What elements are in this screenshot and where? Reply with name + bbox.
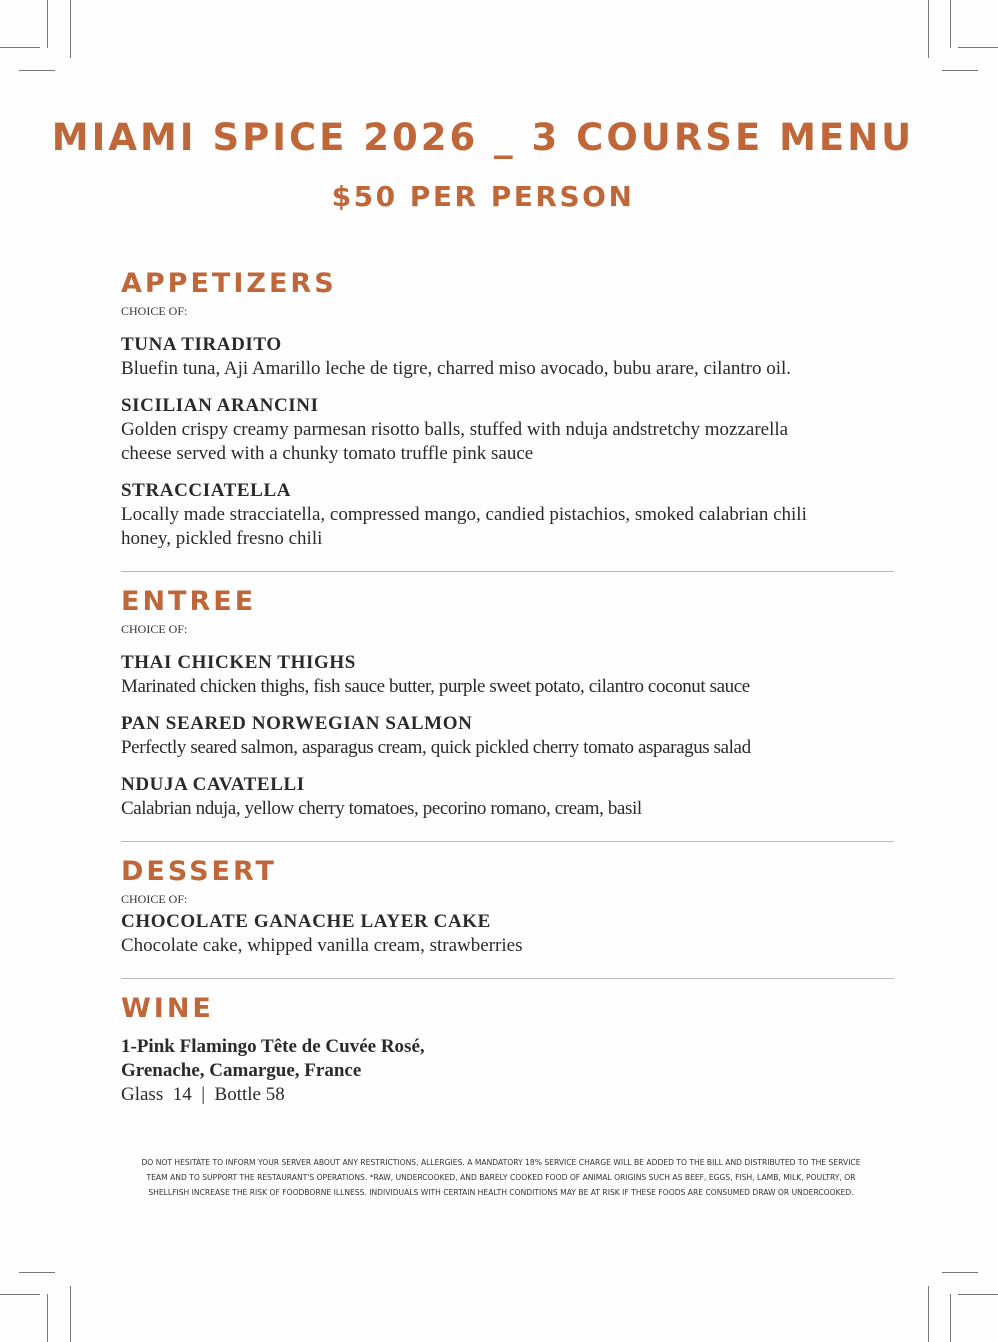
item-name: CHOCOLATE GANACHE LAYER CAKE xyxy=(121,911,491,932)
wine-section xyxy=(121,991,894,1107)
section-title-wine: WINE xyxy=(121,993,214,1024)
crop-mark xyxy=(950,0,951,48)
crop-mark xyxy=(928,0,929,58)
item-description: Bluefin tuna, Aji Amarillo leche de tigre, charred miso avocado, bubu arare, cilantro oil. xyxy=(121,358,792,379)
crop-mark xyxy=(950,1294,951,1342)
section-title-dessert: DESSERT xyxy=(121,856,277,887)
crop-mark xyxy=(70,0,71,58)
item-description: Golden crispy creamy parmesan risotto balls, stuffed with nduja andstretchy mozzarella cheese served with a chunky tomato truffle pink sauce xyxy=(121,419,789,464)
choice-label: CHOICE OF: xyxy=(121,622,188,636)
crop-mark xyxy=(958,47,998,48)
section-divider xyxy=(121,571,894,572)
item-description: Marinated chicken thighs, fish sauce butter, purple sweet potato, cilantro coconut sauce xyxy=(121,676,750,697)
crop-mark xyxy=(942,70,978,71)
item-name: NDUJA CAVATELLI xyxy=(121,774,305,795)
choice-label: CHOICE OF: xyxy=(121,892,188,906)
item-name: PAN SEARED NORWEGIAN SALMON xyxy=(121,713,473,734)
wine-name-line1: 1-Pink Flamingo Tête de Cuvée Rosé, xyxy=(121,1036,425,1057)
choice-label: CHOICE OF: xyxy=(121,304,188,318)
menu-item xyxy=(121,773,894,821)
menu-item xyxy=(121,394,894,466)
menu-content xyxy=(121,266,894,1107)
menu-item xyxy=(121,712,894,760)
section-title-appetizers: APPETIZERS xyxy=(121,268,337,299)
section-title-entree: ENTREE xyxy=(121,586,257,617)
item-name: STRACCIATELLA xyxy=(121,480,292,501)
crop-mark xyxy=(928,1286,929,1342)
item-name: TUNA TIRADITO xyxy=(121,334,282,355)
dessert-section xyxy=(121,854,894,958)
disclaimer-text: DO NOT HESITATE TO INFORM YOUR SERVER ABOUT ANY RESTRICTIONS, ALLERGIES. A MANDATORY 18% SERVICE CHARGE WILL BE ADDED TO THE BILL AND DISTRIBUTED TO THE SERVICE TEAM AND TO SUPPORT THE RESTAURANT'S OPERATIONS. *RAW, UNDERCOOKED, AND BARELY COOKED FOOD OF ANIMAL ORIGINS SUCH AS BEEF, EGGS, FISH, LAMB, MILK, POULTRY, OR SHELLFISH INCREASE THE RISK OF FOODBORNE ILLNESS. INDIVIDUALS WITH CERTAIN HEALTH CONDITIONS MAY BE AT RISK IF THESE FOODS ARE CONSUMED DRAW OR UNDERCOOKED. xyxy=(141,1158,861,1197)
wine-price: Glass 14 | Bottle 58 xyxy=(121,1084,285,1105)
menu-title: MIAMI SPICE 2026 _ 3 COURSE MENU xyxy=(51,116,915,159)
crop-mark xyxy=(70,1286,71,1342)
entree-section xyxy=(121,584,894,821)
item-name: SICILIAN ARANCINI xyxy=(121,395,319,416)
item-description: Locally made stracciatella, compressed mango, candied pistachios, smoked calabrian chili honey, pickled fresno chili xyxy=(121,504,807,549)
section-divider xyxy=(121,841,894,842)
crop-mark xyxy=(47,1294,48,1342)
menu-item xyxy=(121,479,894,551)
crop-mark xyxy=(958,1294,998,1295)
crop-mark xyxy=(942,1272,978,1273)
wine-name-line2: Grenache, Camargue, France xyxy=(121,1060,362,1081)
crop-mark xyxy=(47,0,48,48)
crop-mark xyxy=(19,70,55,71)
item-description: Chocolate cake, whipped vanilla cream, strawberries xyxy=(121,935,523,956)
menu-price: $50 PER PERSON xyxy=(331,180,635,213)
section-divider xyxy=(121,978,894,979)
item-description: Calabrian nduja, yellow cherry tomatoes, pecorino romano, cream, basil xyxy=(121,798,642,819)
menu-item xyxy=(121,910,894,958)
menu-item xyxy=(121,651,894,699)
appetizers-section xyxy=(121,266,894,551)
crop-mark xyxy=(0,47,40,48)
item-description: Perfectly seared salmon, asparagus cream, quick pickled cherry tomato asparagus salad xyxy=(121,737,751,758)
crop-mark xyxy=(0,1294,40,1295)
wine-item xyxy=(121,1035,894,1107)
crop-mark xyxy=(19,1272,55,1273)
item-name: THAI CHICKEN THIGHS xyxy=(121,652,356,673)
menu-item xyxy=(121,333,894,381)
